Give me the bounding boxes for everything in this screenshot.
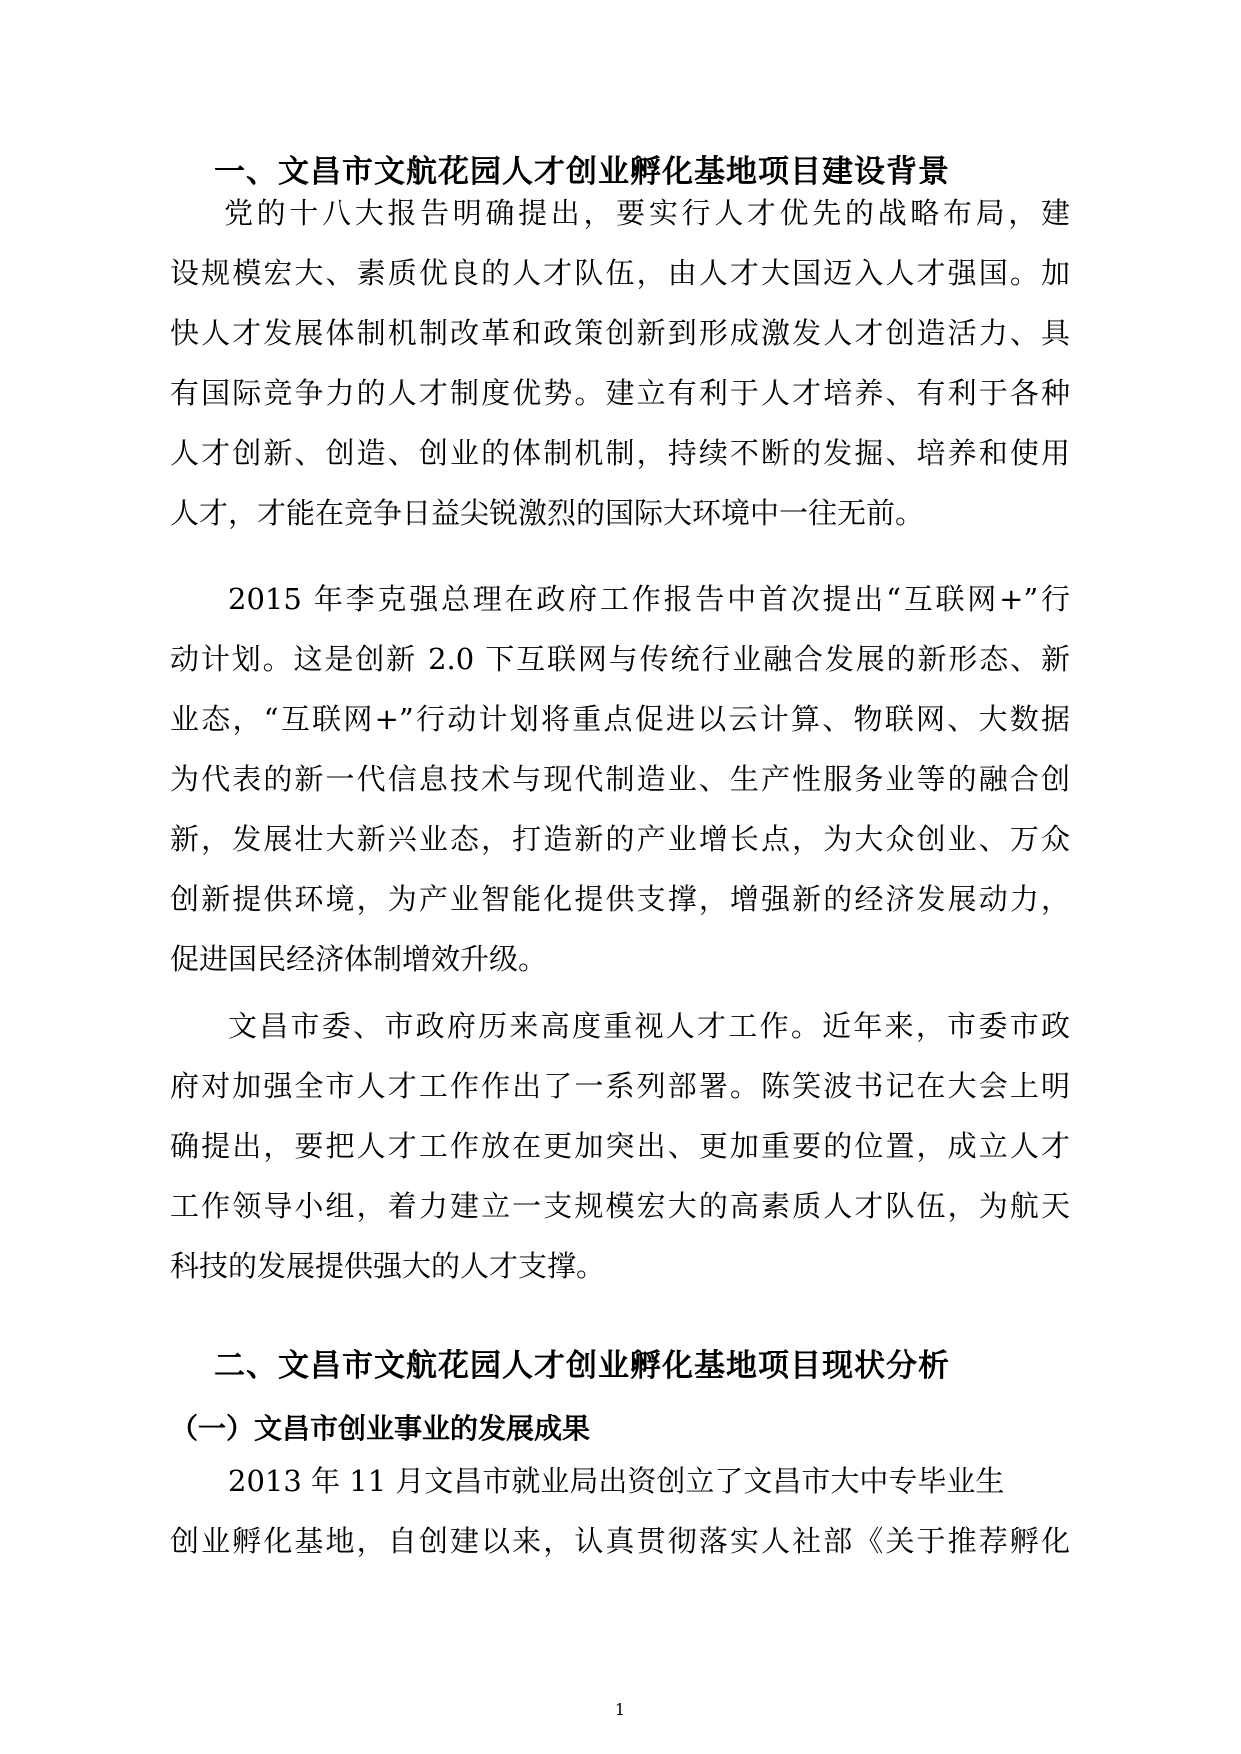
paragraph-line: 确提出，要把人才工作放在更加突出、更加重要的位置，成立人才: [170, 1129, 1070, 1163]
paragraph-line: 科技的发展提供强大的人才支撑。: [170, 1249, 606, 1283]
paragraph-line: 人才，才能在竞争日益尖锐激烈的国际大环境中一往无前。: [170, 496, 925, 530]
paragraph-line: 2015 年李克强总理在政府工作报告中首次提出“互联网+”行: [228, 582, 1070, 616]
section-1-heading: 一、文昌市文航花园人才创业孵化基地项目建设背景: [214, 154, 950, 190]
paragraph-line: 文昌市委、市政府历来高度重视人才工作。近年来，市委市政: [228, 1009, 1070, 1043]
paragraph-line: 创新提供环境，为产业智能化提供支撑，增强新的经济发展动力，: [170, 882, 1070, 916]
paragraph-line: 业态，“互联网+”行动计划将重点促进以云计算、物联网、大数据: [170, 702, 1070, 736]
paragraph-line: 有国际竞争力的人才制度优势。建立有利于人才培养、有利于各种: [170, 376, 1070, 410]
paragraph-3: [170, 996, 1070, 1296]
paragraph-line: 府对加强全市人才工作作出了一系列部署。陈笑波书记在大会上明: [170, 1069, 1070, 1103]
paragraph-line: 创业孵化基地，自创建以来，认真贯彻落实人社部《关于推荐孵化: [170, 1524, 1070, 1558]
paragraph-1: [170, 183, 1070, 543]
paragraph-line: 快人才发展体制机制改革和政策创新到形成激发人才创造活力、具: [170, 316, 1070, 350]
paragraph-line: 人才创新、创造、创业的体制机制，持续不断的发掘、培养和使用: [170, 436, 1070, 470]
paragraph-line: 动计划。这是创新 2.0 下互联网与传统行业融合发展的新形态、新: [170, 642, 1070, 676]
subsection-heading: （一）文昌市创业事业的发展成果: [170, 1412, 591, 1445]
section-2-heading: 二、文昌市文航花园人才创业孵化基地项目现状分析: [214, 1348, 950, 1384]
page-number: 1: [614, 1700, 626, 1719]
paragraph-line: 党的十八大报告明确提出，要实行人才优先的战略布局，建: [224, 196, 1070, 230]
paragraph-line: 为代表的新一代信息技术与现代制造业、生产性服务业等的融合创: [170, 762, 1070, 796]
paragraph-2: [170, 569, 1070, 989]
paragraph-line: 促进国民经济体制增效升级。: [170, 942, 548, 976]
paragraph-line: 设规模宏大、素质优良的人才队伍，由人才大国迈入人才强国。加: [170, 256, 1070, 290]
paragraph-line: 新，发展壮大新兴业态，打造新的产业增长点，为大众创业、万众: [170, 822, 1070, 856]
paragraph-4: [170, 1451, 1070, 1571]
paragraph-line: 工作领导小组，着力建立一支规模宏大的高素质人才队伍，为航天: [170, 1189, 1070, 1223]
paragraph-line: 2013 年 11 月文昌市就业局出资创立了文昌市大中专毕业生: [228, 1464, 1005, 1498]
